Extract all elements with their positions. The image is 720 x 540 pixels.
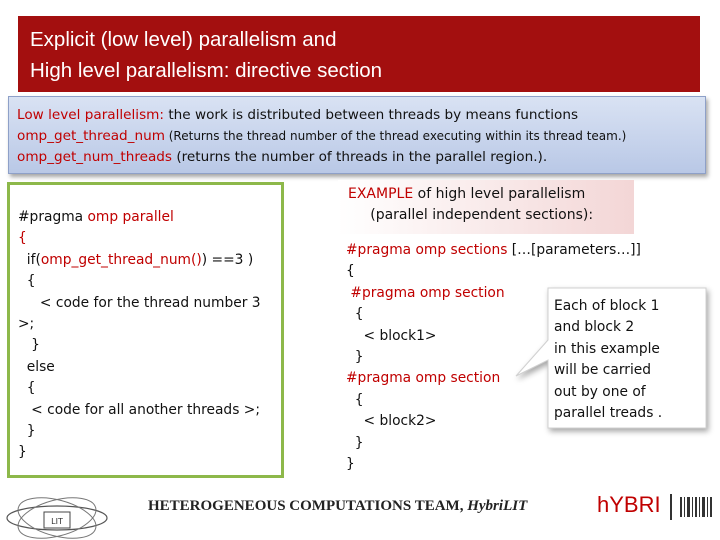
code-line: < code for the thread number 3 bbox=[18, 294, 261, 311]
code-line: >; bbox=[18, 316, 35, 333]
example-text: of high level parallelism bbox=[413, 186, 586, 202]
callout-line: in this example bbox=[554, 340, 660, 357]
info-term-thread-num: omp_get_thread_num bbox=[17, 128, 165, 144]
code-line: } bbox=[18, 337, 40, 354]
footer-team bbox=[148, 498, 527, 515]
code-line: #pragma omp section bbox=[346, 370, 501, 387]
callout-line: Each of block 1 bbox=[554, 298, 660, 314]
code-line: } bbox=[346, 434, 364, 451]
code-keyword: omp parallel bbox=[87, 209, 174, 225]
code-line: < block2> bbox=[346, 413, 437, 430]
code-line: { bbox=[346, 306, 364, 323]
footer-team-name: HETEROGENEOUS COMPUTATIONS TEAM, bbox=[148, 498, 468, 514]
logo-label: LIT bbox=[51, 517, 63, 526]
info-text-2: (Returns the thread number of the thread executing within its thread team.) bbox=[164, 129, 627, 143]
code-line: { bbox=[346, 391, 364, 408]
callout-text bbox=[554, 296, 694, 424]
callout-line: will be carried bbox=[554, 362, 652, 379]
title-line-1: Explicit (low level) parallelism and bbox=[30, 28, 337, 51]
code-line: } bbox=[346, 456, 355, 473]
example-line-2: (parallel independent sections): bbox=[348, 207, 594, 223]
callout-line: and block 2 bbox=[554, 319, 635, 336]
code-line: { bbox=[18, 380, 36, 397]
code-keyword: #pragma omp sections bbox=[346, 242, 508, 258]
code-line: else bbox=[18, 358, 55, 375]
info-text-3: (returns the number of threads in the parallel region.). bbox=[172, 149, 548, 165]
example-label: EXAMPLE bbox=[348, 186, 414, 202]
code-line: < block1> bbox=[346, 327, 437, 344]
footer-hybrilit-suffix: LIT bbox=[503, 498, 528, 514]
hybri-brand: hYBRI bbox=[597, 492, 661, 517]
code-line: { bbox=[346, 263, 355, 280]
code-line: #pragma omp section bbox=[346, 284, 505, 301]
code-line: } bbox=[18, 423, 36, 440]
code-keyword: omp_get_thread_num() bbox=[40, 251, 202, 268]
info-term-num-threads: omp_get_num_threads bbox=[17, 149, 173, 165]
code-token: ) ==3 ) bbox=[201, 251, 254, 268]
info-term-low-level: Low level parallelism: bbox=[17, 107, 164, 123]
code-line: } bbox=[18, 444, 27, 461]
title-line-2: High level parallelism: directive section bbox=[30, 59, 383, 82]
code-token: […[parameters…]] bbox=[507, 242, 641, 258]
barcode-icon bbox=[680, 497, 714, 517]
code-line: } bbox=[346, 349, 364, 366]
code-line bbox=[346, 240, 641, 261]
footer-hybrilit: Hybri bbox=[467, 498, 504, 514]
callout-line: out by one of bbox=[554, 383, 646, 400]
brand-divider bbox=[670, 494, 672, 520]
code-line: { bbox=[18, 230, 27, 247]
code-token: if( bbox=[18, 251, 41, 268]
callout-line: parallel treads . bbox=[554, 405, 663, 422]
code-line: < code for all another threads >; bbox=[18, 401, 260, 418]
info-text-1: the work is distributed between threads by means functions bbox=[164, 107, 579, 123]
code-line: { bbox=[18, 273, 36, 290]
lit-logo bbox=[2, 482, 112, 540]
code-token: #pragma bbox=[18, 209, 88, 225]
